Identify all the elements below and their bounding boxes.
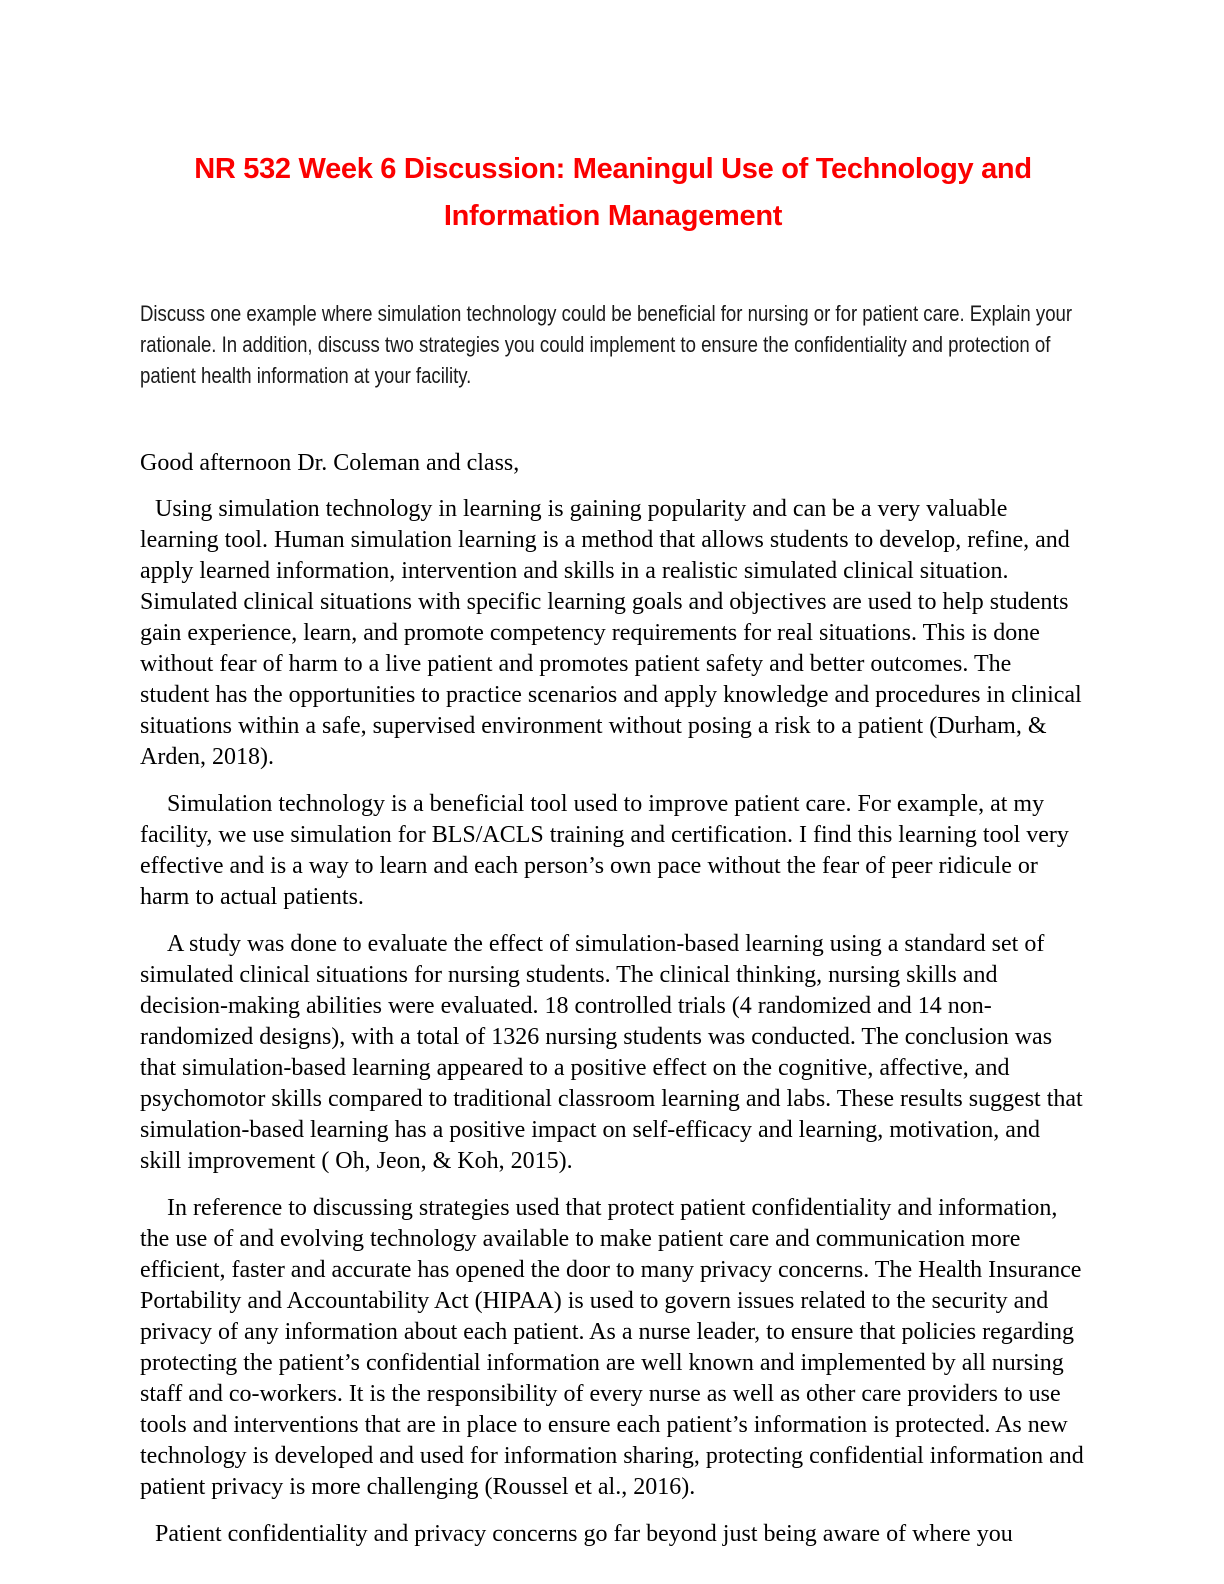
document-title-line-1: NR 532 Week 6 Discussion: Meaningul Use of Technology and (194, 153, 1032, 185)
body-paragraph-5-truncated: Patient confidentiality and privacy concerns go far beyond just being aware of where you (155, 1521, 1013, 1547)
body-paragraph-1: Using simulation technology in learning is gaining popularity and can be a very valuable learning tool. Human simulation learning is a method that allows students to develop, refine, and apply learned information, intervention and skills in a realistic simulated clinical situation. Simulated clinical situations with specific learning goals and objectives are used to help students gain experience, learn, and promote competency requirements for real situations. This is done without fear of harm to a live patient and promotes patient safety and better outcomes. The student has the opportunities to practice scenarios and apply knowledge and procedures in clinical situations within a safe, supervised environment without posing a risk to a patient (Durham, & Arden, 2018). (140, 496, 1082, 770)
body-paragraph-3: A study was done to evaluate the effect of simulation-based learning using a standard set of simulated clinical situations for nursing students. The clinical thinking, nursing skills and decision-making abilities were evaluated. 18 controlled trials (4 randomized and 14 non-randomized designs), with a total of 1326 nursing students was conducted. The conclusion was that simulation-based learning appeared to a positive effect on the cognitive, affective, and psychomotor skills compared to traditional classroom learning and labs. These results suggest that simulation-based learning has a positive impact on self-efficacy and learning, motivation, and skill improvement ( Oh, Jeon, & Koh, 2015). (140, 931, 1083, 1174)
body-paragraph-2: Simulation technology is a beneficial tool used to improve patient care. For example, at my facility, we use simulation for BLS/ACLS training and certification. I find this learning tool very effective and is a way to learn and each person’s own pace without the fear of peer ridicule or harm to actual patients. (140, 791, 1069, 910)
document-title-line-2: Information Management (443, 200, 783, 232)
discussion-prompt-text: Discuss one example where simulation technology could be beneficial for nursing or for patient care. Explain your rationale. In addition, discuss two strategies you could implement to ensure the confidentiality and protection of patient health information at your facility. (140, 301, 1073, 388)
greeting-line: Good afternoon Dr. Coleman and class, (140, 450, 520, 476)
document-title (140, 146, 1086, 240)
body-paragraph-4: In reference to discussing strategies used that protect patient confidentiality and information, the use of and evolving technology available to make patient care and communication more efficient, faster and accurate has opened the door to many privacy concerns. The Health Insurance Portability and Accountability Act (HIPAA) is used to govern issues related to the security and privacy of any information about each patient. As a nurse leader, to ensure that policies regarding protecting the patient’s confidential information are well known and implemented by all nursing staff and co-workers. It is the responsibility of every nurse as well as other care providers to use tools and interventions that are in place to ensure each patient’s information is protected. As new technology is developed and used for information sharing, protecting confidential information and patient privacy is more challenging (Roussel et al., 2016). (140, 1195, 1084, 1500)
